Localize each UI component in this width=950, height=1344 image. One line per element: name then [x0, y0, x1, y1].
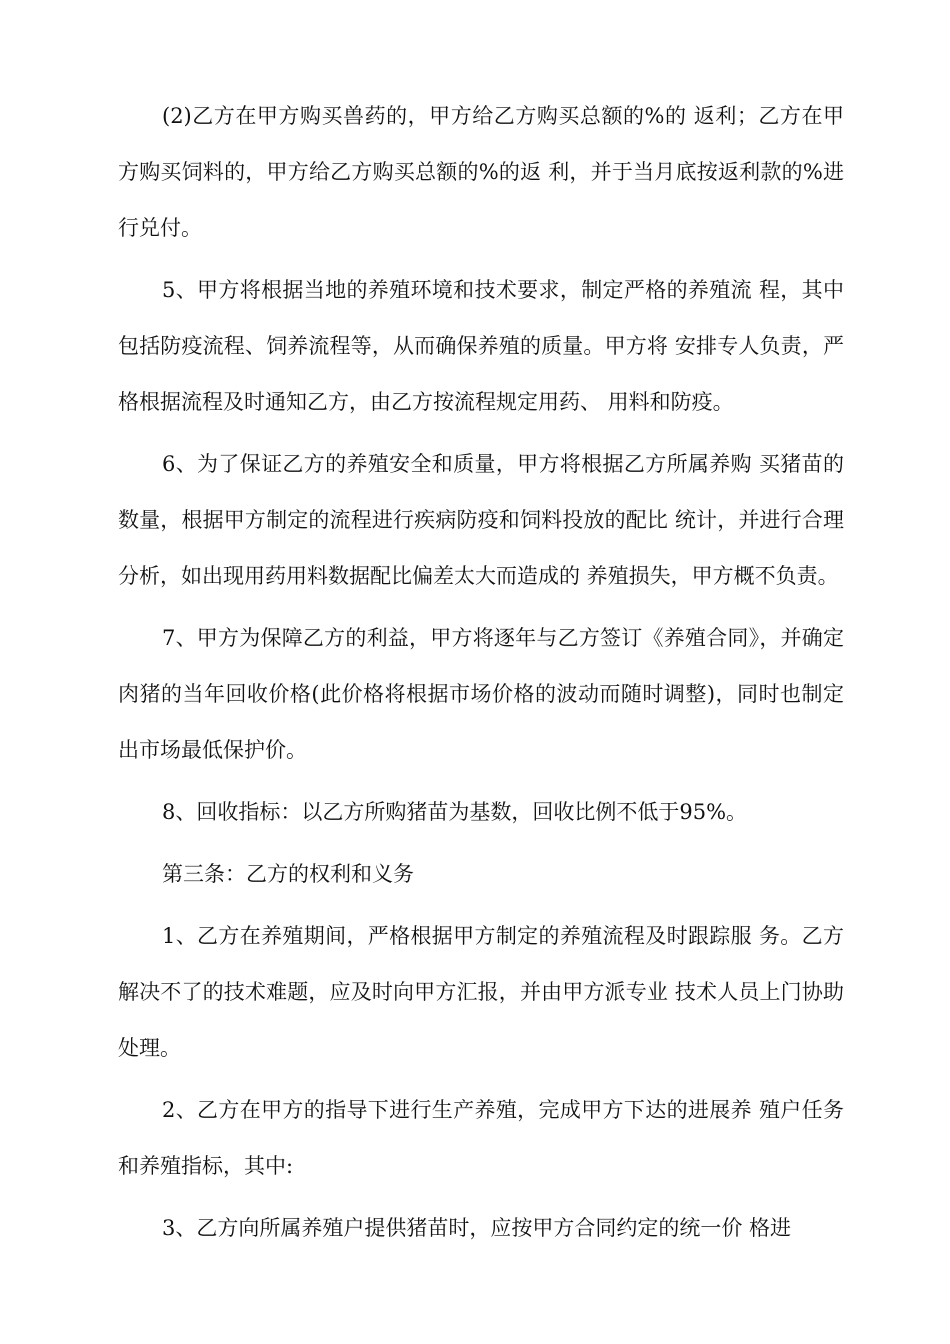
document-page: [118, 88, 844, 1262]
paragraph-rebate: (2)乙方在甲方购买兽药的，甲方给乙方购买总额的%的 返利；乙方在甲方购买饲料的，甲方给乙方购买总额的%的返 利，并于当月底按返利款的%进行兑付。: [118, 104, 844, 240]
paragraph-clause-7: 7、甲方为保障乙方的利益，甲方将逐年与乙方签订《养殖合同》，并确定肉猪的当年回收价格(此价格将根据市场价格的波动而随时调整)，同时也制定出市场最低保护价。: [118, 626, 844, 762]
paragraph-party-b-2: 2、乙方在甲方的指导下进行生产养殖，完成甲方下达的进展养 殖户任务和养殖指标，其中:: [118, 1098, 844, 1178]
section-heading-article-3: 第三条：乙方的权利和义务: [162, 862, 414, 886]
paragraph-party-b-1: 1、乙方在养殖期间，严格根据甲方制定的养殖流程及时跟踪服 务。乙方解决不了的技术难题，应及时向甲方汇报，并由甲方派专业 技术人员上门协助处理。: [118, 924, 844, 1060]
paragraph-party-b-3: 3、乙方向所属养殖户提供猪苗时，应按甲方合同约定的统一价 格进: [162, 1216, 792, 1240]
paragraph-clause-6: 6、为了保证乙方的养殖安全和质量，甲方将根据乙方所属养购 买猪苗的数量，根据甲方制定的流程进行疾病防疫和饲料投放的配比 统计，并进行合理分析，如出现用药用料数据配比偏差太大而造成的 养殖损失，甲方概不负责。: [118, 452, 844, 588]
paragraph-clause-8: 8、回收指标：以乙方所购猪苗为基数，回收比例不低于95%。: [162, 800, 748, 824]
paragraph-clause-5: 5、甲方将根据当地的养殖环境和技术要求，制定严格的养殖流 程，其中包括防疫流程、饲养流程等，从而确保养殖的质量。甲方将 安排专人负责，严格根据流程及时通知乙方，由乙方按流程规定用药、 用料和防疫。: [118, 278, 844, 414]
